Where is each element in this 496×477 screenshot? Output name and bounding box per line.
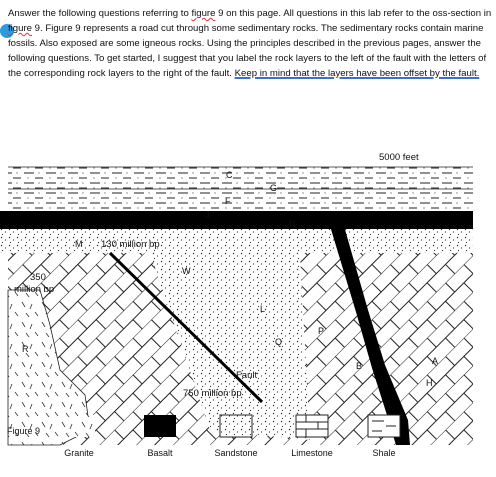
- label-H-bottom: H: [426, 378, 433, 388]
- legend-sandstone-label: Sandstone: [214, 448, 258, 458]
- label-P: P: [318, 326, 325, 336]
- label-350: 350: [30, 272, 46, 283]
- highlighted-sentence: Keep in mind that the layers have been offset by the fault.: [234, 68, 480, 79]
- label-G: G: [270, 183, 278, 193]
- label-J: J: [205, 210, 210, 220]
- label-L: L: [260, 304, 266, 314]
- label-C: C: [226, 170, 233, 180]
- legend-basalt-label: Basalt: [147, 448, 173, 458]
- instructions-text: Answer the following questions referring to figure 9 on this page. All questions in this lab refer to the oss-section in figure 9. Figure 9 represents a road cut through some sedimentary rocks. The sedimentary rocks contain marine fossils. Also exposed are some igneous rocks. Using the principles described in the previous pages, answer the following questions. To get started, I suggest that you label the rock layers to the left of the fault with the letters of the corresponding rock layers to the right of the fault. Keep in mind that the layers have been offset by the fault.: [8, 8, 492, 79]
- sandstone-layer: [0, 229, 473, 253]
- figure-link-1: figure: [191, 8, 216, 19]
- sandstone-icon: [220, 415, 252, 437]
- label-H-top: H: [289, 218, 296, 228]
- label-fault: Fault: [236, 370, 258, 381]
- label-A: A: [432, 356, 439, 366]
- scale-label: 5000 feet: [379, 152, 419, 163]
- label-F: F: [225, 196, 231, 206]
- shale-icon: [368, 415, 400, 437]
- legend-granite-label: Granite: [64, 448, 94, 458]
- figure-caption: Figure 9: [7, 426, 41, 436]
- label-W: W: [182, 266, 191, 276]
- label-B: B: [356, 361, 363, 371]
- figure-link-2: figure: [8, 23, 32, 34]
- label-750-million-bp: 750 million bp: [183, 388, 242, 399]
- granite-icon: [63, 415, 95, 437]
- label-350-million-bp: million bp: [14, 284, 55, 295]
- label-Q: Q: [275, 337, 283, 347]
- legend-shale-label: Shale: [372, 448, 396, 458]
- label-130-million-bp: 130 million bp: [101, 239, 160, 250]
- cross-section-figure: [0, 140, 496, 477]
- label-R: R: [22, 344, 29, 354]
- basalt-sill: [0, 211, 473, 229]
- basalt-icon: [144, 415, 176, 437]
- limestone-icon: [296, 415, 328, 437]
- label-M: M: [75, 239, 83, 249]
- legend-limestone-label: Limestone: [291, 448, 333, 458]
